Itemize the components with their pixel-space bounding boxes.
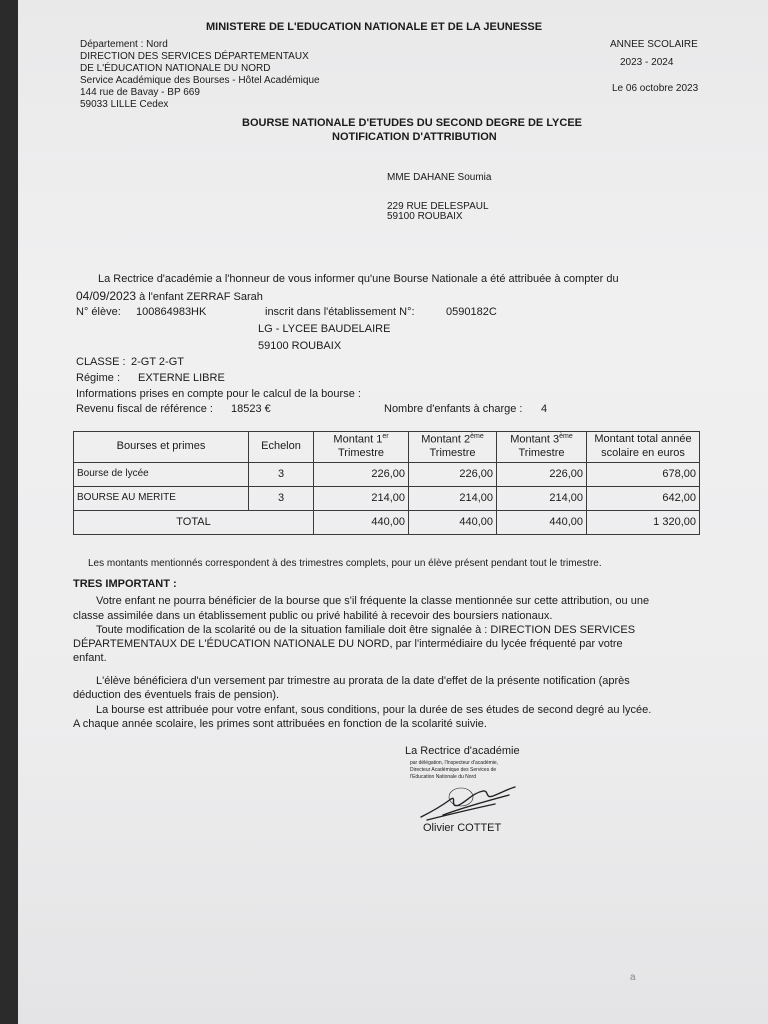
student-number: 100864983HK [136,306,207,318]
table-note: Les montants mentionnés correspondent à des trimestres complets, pour un élève présent pendant tout le trimestre. [88,558,602,569]
row-name: BOURSE AU MERITE [74,487,249,511]
corner-mark: a [630,972,636,983]
school-number: 0590182C [446,306,497,318]
start-date: 04/09/2023 [76,289,137,303]
class-label: CLASSE : [76,356,126,368]
children-label: Nombre d'enfants à charge : [384,403,523,415]
income-value: 18523 € [231,403,271,415]
school-year-label: ANNEE SCOLAIRE [610,39,698,50]
document-page [18,0,768,1024]
school-city: 59100 ROUBAIX [258,340,342,352]
row-t1: 226,00 [314,463,409,487]
col-header-bourses: Bourses et primes [74,432,249,463]
regime-value: EXTERNE LIBRE [138,372,225,384]
recipient-city: 59100 ROUBAIX [387,211,463,222]
recipient-name: MME DAHANE Soumia [387,172,492,183]
children-value: 4 [541,403,548,415]
income-label: Revenu fiscal de référence : [76,403,213,415]
intro-child: à l'enfant ZERRAF Sarah [139,291,263,303]
signature-delegation: par délégation, l'Inspecteur d'académie, [410,760,499,766]
row-total: 642,00 [587,487,700,511]
sender-direction: DIRECTION DES SERVICES DÉPARTEMENTAUX [80,51,309,62]
important-line: déduction des éventuels frais de pension). [73,689,280,701]
important-line: Votre enfant ne pourra bénéficier de la bourse que s'il fréquente la classe mentionnée sur cette attribution, ou une [96,595,650,607]
sender-direction-2: DE L'ÉDUCATION NATIONALE DU NORD [80,63,271,74]
col-header-t2: Montant 2ème Trimestre [409,432,497,463]
table-row [74,487,700,511]
signatory-name: Olivier COTTET [423,822,502,834]
row-echelon: 3 [249,487,314,511]
scholarship-table [73,431,700,535]
intro-line-1: La Rectrice d'académie a l'honneur de vous informer qu'une Bourse Nationale a été attribuée à compter du [98,273,619,285]
important-line: classe assimilée dans un établissement public ou privé habilité à recevoir des boursiers nationaux. [73,610,553,622]
school-number-label: inscrit dans l'établissement N°: [265,306,415,318]
table-row [74,463,700,487]
important-line: L'élève bénéficiera d'un versement par trimestre au prorata de la date d'effet de la présente notification (après [96,675,630,687]
signature-delegation: Directeur Académique des Services de [410,767,497,773]
sender-street: 144 rue de Bavay - BP 669 [80,87,200,98]
important-line: DÉPARTEMENTAUX DE L'ÉDUCATION NATIONALE DU NORD, par l'intermédiaire du lycée fréquenté par votre [73,638,623,650]
class-value: 2-GT 2-GT [131,356,184,368]
row-t3: 226,00 [497,463,587,487]
intro-line-2 [76,290,263,303]
signature-title: La Rectrice d'académie [405,745,520,757]
row-name: Bourse de lycée [74,463,249,487]
total-t3: 440,00 [497,511,587,535]
sender-city: 59033 LILLE Cedex [80,99,169,110]
important-line: Toute modification de la scolarité ou de la situation familiale doit être signalée à : DIRECTION DES SERVICES [96,624,636,636]
col-header-t1: Montant 1er Trimestre [314,432,409,463]
important-line: A chaque année scolaire, les primes sont attribuées en fonction de la scolarité suivie. [73,718,487,730]
regime-label: Régime : [76,372,121,384]
row-total: 678,00 [587,463,700,487]
handwritten-signature [413,779,523,824]
sender-service: Service Académique des Bourses - Hôtel Académique [80,75,320,86]
title-line-1: BOURSE NATIONALE D'ETUDES DU SECOND DEGRE DE LYCEE [242,117,582,129]
ministry-title: MINISTERE DE L'EDUCATION NATIONALE ET DE LA JEUNESSE [206,21,543,33]
row-t1: 214,00 [314,487,409,511]
school-year: 2023 - 2024 [620,57,674,68]
total-t1: 440,00 [314,511,409,535]
row-t2: 226,00 [409,463,497,487]
document-date: Le 06 octobre 2023 [612,83,699,94]
student-number-label: N° élève: [76,306,121,318]
signature-delegation: l'Education Nationale du Nord [410,774,476,780]
sender-department: Département : Nord [80,39,168,50]
col-header-echelon: Echelon [249,432,314,463]
row-t3: 214,00 [497,487,587,511]
important-heading: TRES IMPORTANT : [73,578,177,590]
row-t2: 214,00 [409,487,497,511]
row-echelon: 3 [249,463,314,487]
recipient-street: 229 RUE DELESPAUL [387,201,489,212]
important-line: La bourse est attribuée pour votre enfant, sous conditions, pour la durée de ses études de second degré au lycée. [96,704,652,716]
col-header-t3: Montant 3ème Trimestre [497,432,587,463]
important-line: enfant. [73,652,107,664]
total-t2: 440,00 [409,511,497,535]
table-total-row [74,511,700,535]
title-line-2: NOTIFICATION D'ATTRIBUTION [332,131,497,143]
table-header-row [74,432,700,463]
col-header-total: Montant total année scolaire en euros [587,432,700,463]
total-total: 1 320,00 [587,511,700,535]
total-label: TOTAL [74,511,314,535]
calc-info-label: Informations prises en compte pour le calcul de la bourse : [76,388,361,400]
school-name: LG - LYCEE BAUDELAIRE [258,323,391,335]
